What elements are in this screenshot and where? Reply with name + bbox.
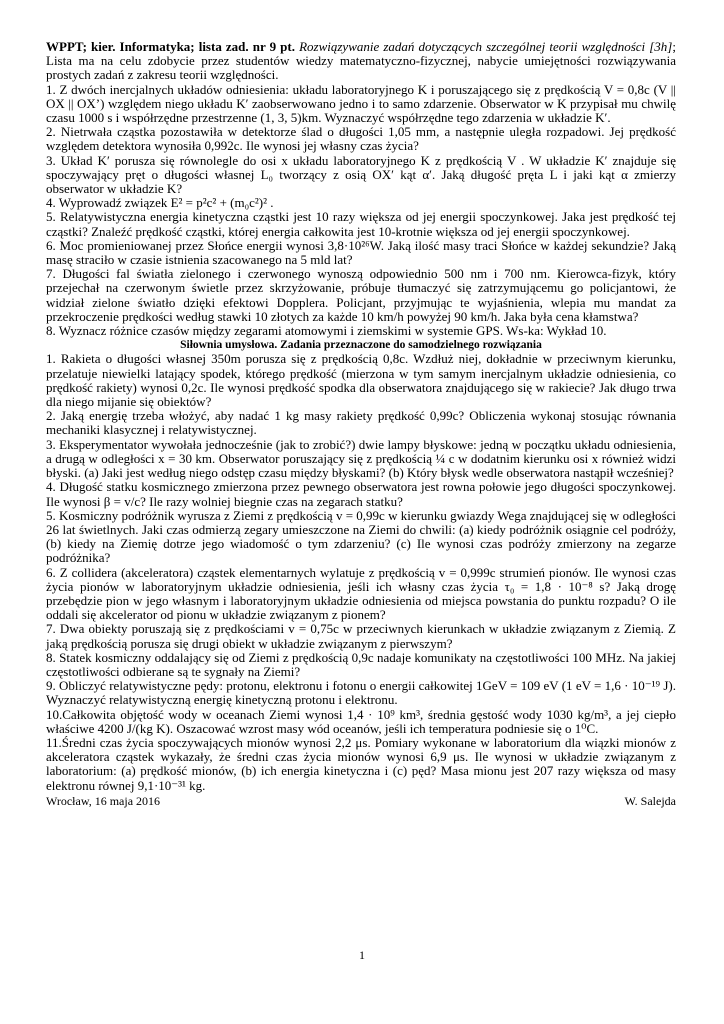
problem-3: 3. Układ K′ porusza się równolegle do osi x układu laboratoryjnego K z prędkością V . W układzie K′ znajduje się spoczywający pręt o długości własnej L₀ tworzący z osią OX′ kąt α′. Jaką długość pręta L i jaki kąt α zmierzy obserwator w układzie K? bbox=[46, 152, 676, 197]
document-footer bbox=[46, 794, 676, 808]
header-intro: Lista ma na celu zdobycie przez studentów wiedzy matematyczno-fizycznej, nabycie umiejętności rozwiązywania prostych zadań z zakresu teorii względności. bbox=[46, 53, 676, 83]
extra-problem-1: 1. Rakieta o długości własnej 350m porusza się z prędkością 0,8c. Wzdłuż niej, dokładnie w przeciwnym kierunku, przelatuje niewielki latający spodek, którego prędkość (mierzona w tym samym inercjalnym układzie odniesienia, co prędkość rakiety) wynosi 0,2c. Ile wynosi prędkość spodka dla obserwatora znajdującego się w rakiecie? Jak długo trwa dla niego mijanie się obiektów? bbox=[46, 351, 676, 410]
extra-problem-4: 4. Długość statku kosmicznego zmierzona przez pewnego obserwatora jest rowna połowie jego długości spoczynkowej. Ile wynosi β = v/c? Ile razy wolniej biegnie czas na zegarach statku? bbox=[46, 479, 676, 509]
extra-problem-11: 11.Średni czas życia spoczywających mionów wynosi 2,2 μs. Pomiary wykonane w laboratorium dla wiązki mionów z akceleratora cząstek wykazały, że średni czas życia mionów wynosi 6,9 μs. Ile wynosi w układzie związanym z laboratorium: (a) prędkość mionów, (b) ich energia kinetyczna i (c) pęd? Masa mionu jest 207 razy większa od masy elektronu równej 9,1·10⁻³¹ kg. bbox=[46, 734, 676, 793]
page-number: 1 bbox=[359, 948, 365, 962]
extra-problem-7: 7. Dwa obiekty poruszają się z prędkościami v = 0,75c w przeciwnych kierunkach w układzie związanym z Ziemią. Z jaką prędkością porusza się drugi obiekt w układzie związanym z pierwszym? bbox=[46, 621, 676, 651]
extra-problem-8: 8. Statek kosmiczny oddalający się od Ziemi z prędkością 0,9c nadaje komunikaty na częstotliwości 100 MHz. Na jakiej częstotliwości odbierane są te sygnały na Ziemi? bbox=[46, 649, 676, 679]
problem-5: 5. Relatywistyczna energia kinetyczna cząstki jest 10 razy większa od jej energii spoczynkowej. Jaka jest prędkość tej cząstki? Znaleźć prędkość cząstki, której energia całkowita jest 10-krotnie większa od jej energii spoczynkowej. bbox=[46, 209, 676, 239]
extra-problem-6: 6. Z collidera (akceleratora) cząstek elementarnych wylatuje z prędkością v = 0,999c strumień pionów. Ile wynosi czas życia pionów w laboratoryjnym układzie odniesienia, jeśli ich własny czas życia τ₀ = 1,8 · 10⁻⁸ s? Jaką drogę przebędzie pion w jego własnym i laboratoryjnym układzie odniesienia od miejsca powstania do punktu rozpadu? O ile oddali się akcelerator od pionu w układzie związanym z pionem? bbox=[46, 564, 676, 623]
header-subtitle: Rozwiązywanie zadań dotyczących szczególnej teorii względności [3h] bbox=[299, 39, 673, 54]
extra-problem-3: 3. Eksperymentator wywołała jednocześnie (jak to zrobić?) dwie lampy błyskowe: jedną w początku układu odniesienia, a drugą w odległości x = 30 km. Obserwator poruszający się z prędkością ¼ c w dodatnim kierunku osi x również widzi błyski. (a) Jaki jest według niego odstęp czasu między błyskami? (b) Który błysk wedle obserwatora nastąpił wcześniej? bbox=[46, 436, 676, 481]
problem-6: 6. Moc promieniowanej przez Słońce energii wynosi 3,8·10²⁶W. Jaką ilość masy traci Słońce w każdej sekundzie? Jaką masę straciło w czasie istnienia szacowanego na 5 mld lat? bbox=[46, 237, 676, 268]
section-title: Siłownia umysłowa. Zadania przeznaczone do samodzielnego rozwiązania bbox=[180, 339, 542, 352]
header-punct: ; bbox=[672, 39, 676, 54]
extra-problem-5: 5. Kosmiczny podróżnik wyrusza z Ziemi z prędkością v = 0,99c w kierunku gwiazdy Wega znajdującej się w odległości 26 lat świetlnych. Jaki czas odmierzą zegary umieszczone na Ziemi do chwili: (a) kiedy podróżnik osiągnie cel podróży, (b) kiedy na Ziemię dotrze jego wiadomość o tym zdarzeniu? (c) Ile wynosi czas podróży zmierzony na zegarze podróżnika? bbox=[46, 507, 676, 566]
problem-2: 2. Nietrwała cząstka pozostawiła w detektorze ślad o długości 1,05 mm, a następnie uległa rozpadowi. Jej prędkość względem detektora wynosiła 0,992c. Ile wynosi jej własny czas życia? bbox=[46, 124, 676, 154]
problem-8: 8. Wyznacz różnice czasów między zegarami atomowymi i ziemskimi w systemie GPS. Ws-ka: Wykład 10. bbox=[46, 323, 607, 339]
author: W. Salejda bbox=[624, 793, 676, 808]
extra-problem-9: 9. Obliczyć relatywistyczne pędy: protonu, elektronu i fotonu o energii całkowitej 1GeV = 109 eV (1 eV = 1,6 · 10⁻¹⁹ J). Wyznaczyć relatywistyczną energię kinetyczną protonu i elektronu. bbox=[46, 678, 676, 708]
problem-4: 4. Wyprowadź związek E² = p²c² + (m₀c²)² . bbox=[46, 195, 274, 211]
extra-problem-10: 10.Całkowita objętość wody w oceanach Ziemi wynosi 1,4 · 10⁹ km³, średnia gęstość wody 1030 kg/m³, a jej ciepło właściwe 4200 J/(kg K). Oszacować wzrost masy wód oceanów, jeśli ich temperatura podniesie się o 1⁰C. bbox=[46, 706, 676, 736]
document-page bbox=[46, 40, 676, 808]
place-date: Wrocław, 16 maja 2016 bbox=[46, 793, 161, 808]
list-header bbox=[46, 40, 676, 83]
problem-7: 7. Długości fal światła zielonego i czerwonego wynoszą odpowiednio 500 nm i 700 nm. Kierowca-fizyk, który przejechał na czerwonym świetle przez skrzyżowanie, próbuje tłumaczyć się zatrzymującemu go policjantowi, że widział zielone światło dzięki efektowi Dopplera. Policjant, przyjmując te wyjaśnienia, wlepia mu mandat za przekroczenie prędkości według stawki 10 złotych za każde 10 km/h powyżej 90 km/h. Jaka była cena kłamstwa? bbox=[46, 266, 676, 324]
extra-problem-2: 2. Jaką energię trzeba włożyć, aby nadać 1 kg masy rakiety prędkość 0,99c? Obliczenia wykonaj stosując równania mechaniki klasycznej i relatywistycznej. bbox=[46, 408, 676, 438]
header-title: WPPT; kier. Informatyka; lista zad. nr 9 pt. bbox=[46, 39, 295, 54]
problem-1: 1. Z dwóch inercjalnych układów odniesienia: układu laboratoryjnego K i poruszającego się z prędkością V = 0,8c (V || OX || OX’) względem niego układu K′ zaobserwowano jedno i to samo zdarzenie. Obserwator w K przypisał mu chwilę czasu 1000 s i współrzędne przestrzenne (1, 3, 5)km. Wyznaczyć współrzędne tego zdarzenia w układzie K′. bbox=[46, 81, 676, 126]
